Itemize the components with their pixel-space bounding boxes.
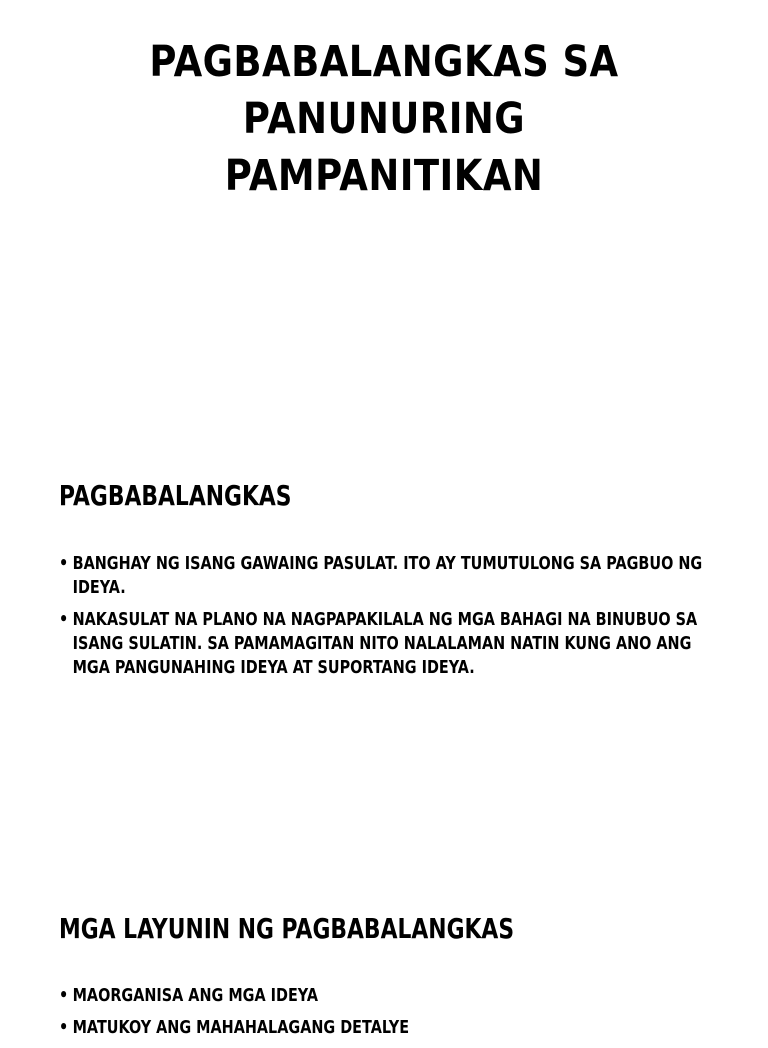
bullet-icon: • bbox=[59, 985, 69, 1006]
slide-title bbox=[54, 34, 714, 205]
bullet-icon: • bbox=[59, 1017, 69, 1038]
definition-slide bbox=[0, 432, 768, 864]
slide-title-line: PANUNURING bbox=[242, 94, 526, 144]
bullet-text: NAKASULAT NA PLANO NA NAGPAPAKILALA NG MGA BAHAGI NA BINUBUO SA ISANG SULATIN. SA PAMAMAGITAN NITO NALALAMAN NATIN KUNG ANO ANG MGA PANGUNAHING IDEYA AT SUPORTANG IDEYA. bbox=[72, 609, 698, 678]
bullet-list bbox=[59, 984, 711, 1048]
bullet-icon: • bbox=[59, 609, 69, 630]
title-slide bbox=[0, 0, 768, 432]
bullet-item bbox=[59, 984, 711, 1008]
bullet-text: MAORGANISA ANG MGA IDEYA bbox=[72, 985, 318, 1006]
bullet-item bbox=[59, 1016, 711, 1040]
bullet-list bbox=[59, 552, 711, 688]
bullet-text: MATUKOY ANG MAHAHALAGANG DETALYE bbox=[72, 1017, 410, 1038]
bullet-item bbox=[59, 552, 711, 600]
bullet-item bbox=[59, 608, 711, 680]
bullet-text: BANGHAY NG ISANG GAWAING PASULAT. ITO AY TUMUTULONG SA PAGBUO NG IDEYA. bbox=[72, 553, 703, 598]
slide-title-line: PAMPANITIKAN bbox=[224, 151, 544, 201]
objectives-slide bbox=[0, 864, 768, 1038]
slide-title-line: PAGBABALANGKAS SA bbox=[149, 37, 619, 87]
section-heading: PAGBABALANGKAS bbox=[59, 479, 292, 512]
bullet-icon: • bbox=[59, 553, 69, 574]
section-heading: MGA LAYUNIN NG PAGBABALANGKAS bbox=[59, 912, 515, 945]
